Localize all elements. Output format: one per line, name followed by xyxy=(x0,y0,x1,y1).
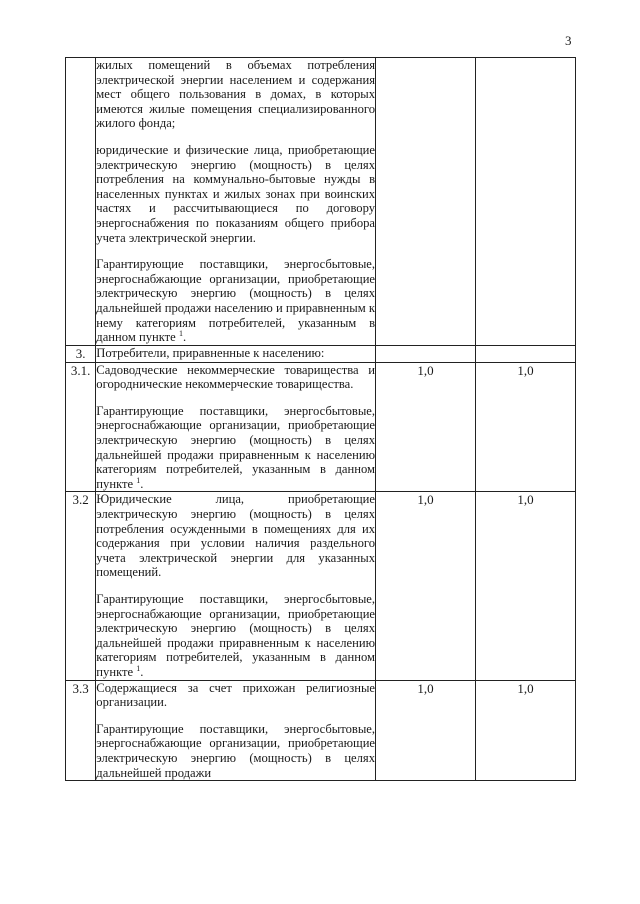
tariff-table xyxy=(65,57,576,781)
paragraph-text: Гарантирующие поставщики, энергосбытовые, энергоснабжающие организации, приобретающие электрическую энергию (мощность) в целях дальнейшей продажи xyxy=(96,721,376,780)
description-paragraph xyxy=(96,592,375,680)
description-paragraph xyxy=(96,257,375,345)
description-paragraph xyxy=(96,492,375,580)
description-paragraph xyxy=(96,58,375,131)
paragraph-text: Содержащиеся за счет прихожан религиозные организации. xyxy=(96,680,376,710)
coefficient-value-2 xyxy=(476,58,576,346)
row-description-cell xyxy=(96,345,376,362)
sentence-end: . xyxy=(182,330,187,345)
coefficient-value-1: 1,0 xyxy=(376,362,476,492)
coefficient-value-1 xyxy=(376,345,476,362)
description-paragraph xyxy=(96,346,375,361)
row-number-cell xyxy=(66,58,96,346)
footnote-marker: 1 xyxy=(136,475,141,485)
row-description-cell xyxy=(96,362,376,492)
row-number-cell: 3.3 xyxy=(66,680,96,781)
page-number: 3 xyxy=(565,33,572,48)
paragraph-text: Юридические лица, приобретающие электрическую энергию (мощность) в целях потребления осужденными в помещениях для их содержания при условии наличия раздельного учета электрической энергии для указанных помещений. xyxy=(96,492,376,580)
row-description-cell xyxy=(96,680,376,781)
coefficient-value-1: 1,0 xyxy=(376,492,476,680)
paragraph-text: Садоводческие некоммерческие товарищества и огороднические некоммерческие товарищества. xyxy=(96,362,376,392)
coefficient-value-2: 1,0 xyxy=(476,362,576,492)
row-description-cell xyxy=(96,492,376,680)
description-paragraph xyxy=(96,143,375,245)
description-paragraph xyxy=(96,363,375,392)
paragraph-text: Гарантирующие поставщики, энергосбытовые, энергоснабжающие организации, приобретающие электрическую энергию (мощность) в целях дальнейшей продажи населению и приравненным к нему категориям потребителей, указанным в данном пункте xyxy=(96,257,376,345)
coefficient-value-1: 1,0 xyxy=(376,680,476,781)
coefficient-value-2: 1,0 xyxy=(476,492,576,680)
paragraph-text: Гарантирующие поставщики, энергосбытовые, энергоснабжающие организации, приобретающие электрическую энергию (мощность) в целях дальнейшей продажи приравненным к населению категориям потребителей, указанным в данном пункте xyxy=(96,592,376,679)
table-row xyxy=(66,345,576,362)
row-number-cell: 3.2 xyxy=(66,492,96,680)
description-paragraph xyxy=(96,722,375,780)
paragraph-text: жилых помещений в объемах потребления электрической энергии населением и содержания мест общего пользования в домах, в которых имеются жилые помещения специализированного жилого фонда; xyxy=(96,58,376,131)
description-paragraph xyxy=(96,681,375,710)
table-row xyxy=(66,58,576,346)
paragraph-text: юридические и физические лица, приобретающие электрическую энергию (мощность) в целях потребления на коммунально-бытовые нужды в населенных пунктах и жилых зонах при воинских частях и рассчитывающиеся по договору энергоснабжения по показаниям общего прибора учета электрической энергии. xyxy=(96,142,376,245)
row-description-cell xyxy=(96,58,376,346)
row-number-cell: 3. xyxy=(66,345,96,362)
row-number-cell: 3.1. xyxy=(66,362,96,492)
footnote-marker: 1 xyxy=(136,663,141,673)
sentence-end: . xyxy=(140,664,144,679)
sentence-end: . xyxy=(140,476,144,491)
paragraph-text: Гарантирующие поставщики, энергосбытовые, энергоснабжающие организации, приобретающие электрическую энергию (мощность) в целях дальнейшей продажи приравненным к населению категориям потребителей, указанным в данном пункте xyxy=(96,403,376,491)
coefficient-value-2: 1,0 xyxy=(476,680,576,781)
coefficient-value-2 xyxy=(476,345,576,362)
paragraph-text: Потребители, приравненные к населению: xyxy=(96,345,325,360)
description-paragraph xyxy=(96,404,375,492)
table-row xyxy=(66,492,576,680)
footnote-marker: 1 xyxy=(178,328,183,338)
coefficient-value-1 xyxy=(376,58,476,346)
table-row xyxy=(66,680,576,781)
table-row xyxy=(66,362,576,492)
